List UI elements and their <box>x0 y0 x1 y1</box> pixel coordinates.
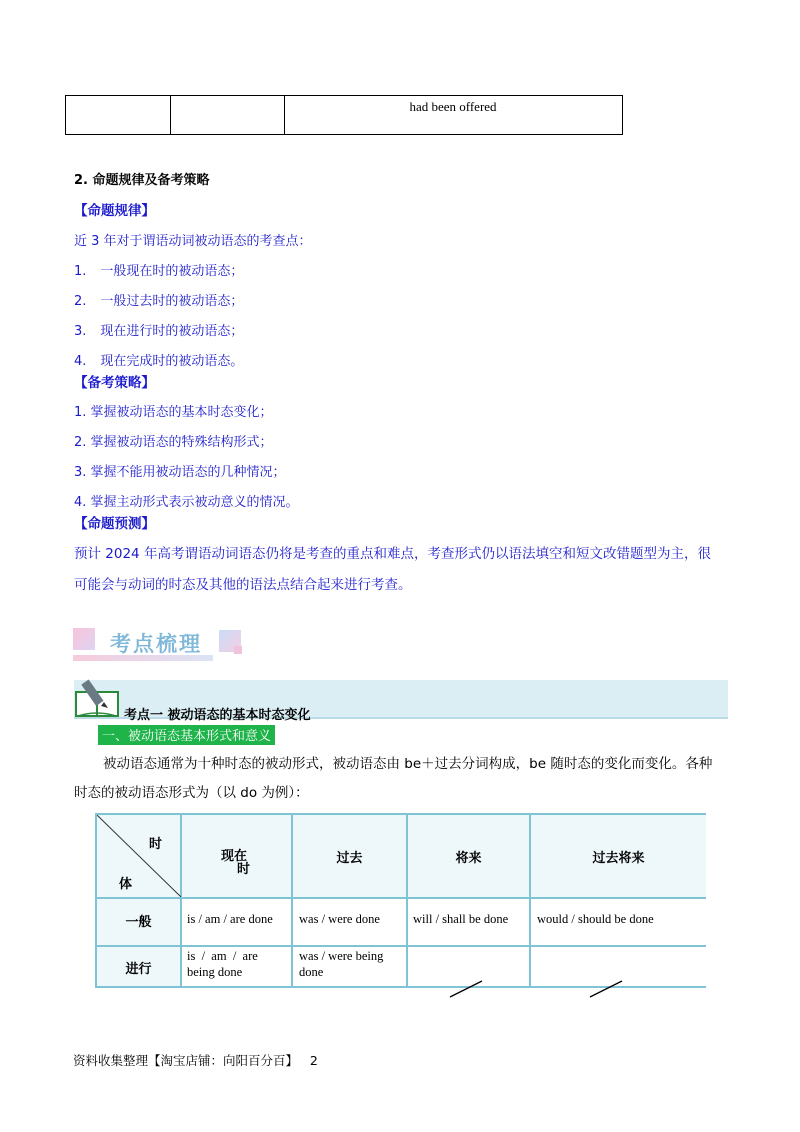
table-cell: being done <box>187 965 243 979</box>
tense-table <box>95 813 706 988</box>
top-table-cell-3: had been offered <box>409 99 497 114</box>
empty-cell-slash <box>448 979 484 999</box>
strategy-item: 2. 掌握被动语态的特殊结构形式； <box>74 435 273 450</box>
header-past: 过去 <box>336 851 363 866</box>
rules-item-text: 现在进行时的被动语态； <box>100 324 244 339</box>
body-paragraph-line: 被动语态通常为十种时态的被动形式，被动语态由 be＋过去分词构成，be 随时态的变化而变化。各种 <box>103 756 713 772</box>
table-cell: was / were done <box>299 912 380 926</box>
rules-item <box>74 290 243 309</box>
row-label: 进行 <box>125 962 152 977</box>
banner-decor-square <box>234 646 242 654</box>
top-table-cell-2 <box>170 96 285 134</box>
header-present-suffix: 时 <box>237 862 251 877</box>
body-paragraph-line: 时态的被动语态形式为（以 do 为例）： <box>74 785 309 801</box>
corner-label-bottom: 体 <box>119 877 133 892</box>
prediction-line: 可能会与动词的时态及其他的语法点结合起来进行考查。 <box>74 577 412 593</box>
rules-item-text: 现在完成时的被动语态。 <box>100 354 244 369</box>
prediction-label: 【命题预测】 <box>74 516 155 532</box>
rules-item <box>74 350 243 369</box>
table-cell: would / should be done <box>537 912 654 926</box>
banner-decor-square <box>73 628 95 650</box>
page-footer: 资料收集整理【淘宝店铺：向阳百分百】 2 <box>73 1053 318 1068</box>
banner-title: 考点梳理 <box>110 632 202 656</box>
rules-item-text: 一般现在时的被动语态； <box>100 264 244 279</box>
table-cell: is / am / are done <box>187 912 273 926</box>
rules-label: 【命题规律】 <box>74 203 155 219</box>
kaodian-title: 考点一 被动语态的基本时态变化 <box>124 708 311 723</box>
strategy-label: 【备考策略】 <box>74 375 155 391</box>
book-pencil-icon <box>74 676 122 724</box>
rules-item <box>74 320 243 339</box>
subsection-label: 一、被动语态基本形式和意义 <box>98 725 275 745</box>
table-cell: done <box>299 965 324 979</box>
rules-item-num: 4. <box>74 354 87 369</box>
header-past-future: 过去将来 <box>592 851 645 866</box>
header-present: 现在 <box>221 849 248 864</box>
prediction-line: 预计 2024 年高考谓语动词语态仍将是考查的重点和难点，考查形式仍以语法填空和短文改错题型为主，很 <box>74 546 711 562</box>
row-label: 一般 <box>125 915 152 930</box>
rules-item-text: 一般过去时的被动语态； <box>100 294 244 309</box>
section-heading: 2. 命题规律及备考策略 <box>74 173 210 188</box>
top-table-cell-1 <box>66 96 171 134</box>
header-future: 将来 <box>455 851 482 866</box>
top-table <box>65 95 623 135</box>
rules-item <box>74 260 243 279</box>
strategy-item: 4. 掌握主动形式表示被动意义的情况。 <box>74 495 299 510</box>
table-cell: was / were being <box>299 949 384 963</box>
empty-cell-slash <box>588 979 624 999</box>
table-cell: will / shall be done <box>413 912 509 926</box>
strategy-item: 1. 掌握被动语态的基本时态变化； <box>74 405 273 420</box>
corner-diagonal <box>97 815 181 897</box>
strategy-item: 3. 掌握不能用被动语态的几种情况； <box>74 465 286 480</box>
rules-intro: 近 3 年对于谓语动词被动语态的考查点： <box>74 234 312 249</box>
corner-label-top: 时 <box>149 837 163 852</box>
rules-item-num: 1. <box>74 264 87 279</box>
rules-item-num: 3. <box>74 324 87 339</box>
table-cell: is / am / are <box>187 949 258 963</box>
rules-item-num: 2. <box>74 294 87 309</box>
